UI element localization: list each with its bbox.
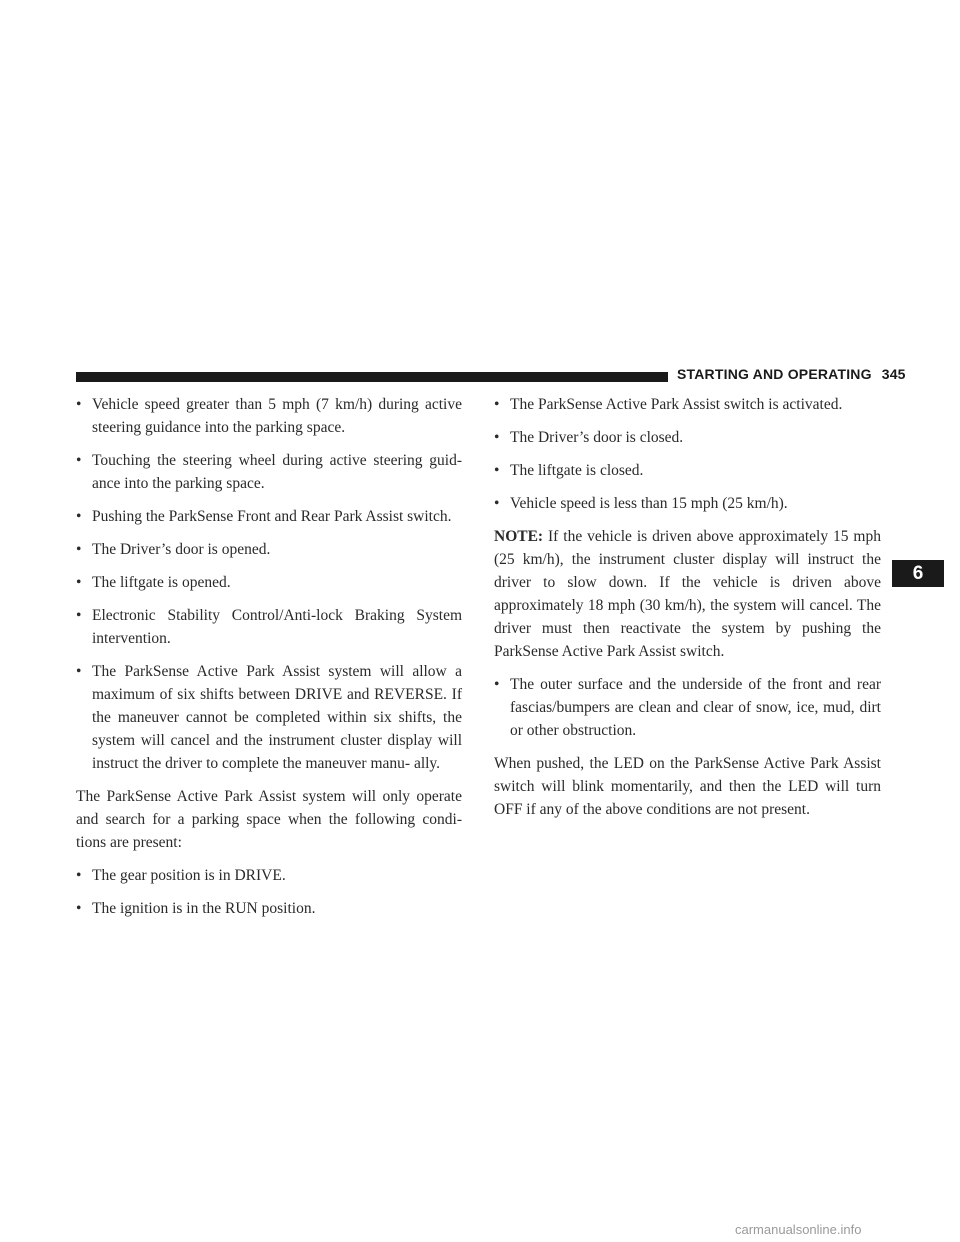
note-text: If the vehicle is driven above approximately 15 mph (25 km/h), the instrument cluster display will instruct the driver to slow down. If the vehicle is driven above approximately 18 mph (30 km/h), the system will cancel. The driver must then reactivate the system by pushing the ParkSense Active Park Assist switch. (494, 528, 881, 660)
bullet-icon: • (76, 900, 82, 917)
list-item: • The Driver’s door is closed. (494, 426, 881, 449)
bullet-icon: • (494, 676, 500, 693)
list-item: • The ParkSense Active Park Assist switch is activated. (494, 393, 881, 416)
bullet-icon: • (76, 867, 82, 884)
bullet-icon: • (76, 396, 82, 413)
list-item: • The ignition is in the RUN position. (76, 897, 462, 920)
list-item: • Vehicle speed is less than 15 mph (25 km/h). (494, 492, 881, 515)
bullet-icon: • (76, 607, 82, 624)
list-item: • Vehicle speed greater than 5 mph (7 km/h) during active steering guidance into the parking space. (76, 393, 462, 439)
bullet-icon: • (76, 541, 82, 558)
list-item: • The gear position is in DRIVE. (76, 864, 462, 887)
list-item: • The outer surface and the underside of the front and rear fascias/bumpers are clean and clear of snow, ice, mud, dirt or other obstruction. (494, 673, 881, 742)
section-title: STARTING AND OPERATING (677, 366, 872, 382)
running-header (677, 366, 906, 382)
closing-paragraph: When pushed, the LED on the ParkSense Active Park Assist switch will blink momentarily, and then the LED will turn OFF if any of the above conditions are not present. (494, 755, 881, 818)
bullet-icon: • (76, 663, 82, 680)
list-item: • The liftgate is closed. (494, 459, 881, 482)
list-item: • Pushing the ParkSense Front and Rear Park Assist switch. (76, 505, 462, 528)
bullet-icon: • (76, 574, 82, 591)
required-conditions-list-continued (494, 393, 881, 515)
conditions-intro-paragraph: The ParkSense Active Park Assist system will only operate and search for a parking space when the following condi- tions are present: (76, 788, 462, 851)
required-conditions-list (76, 864, 462, 920)
bullet-icon: • (494, 495, 500, 512)
list-item: • The ParkSense Active Park Assist system will allow a maximum of six shifts between DRIVE and REVERSE. If the maneuver cannot be completed within six shifts, the system will cancel and the instrument cluster display will instruct the driver to complete the maneuver manu- ally. (76, 660, 462, 775)
watermark: carmanualsonline.info (735, 1222, 862, 1237)
bullet-icon: • (76, 452, 82, 469)
right-column (494, 393, 881, 831)
bullet-icon: • (494, 396, 500, 413)
cancel-conditions-list (76, 393, 462, 775)
bullet-icon: • (494, 462, 500, 479)
left-column (76, 393, 462, 930)
list-item: • Touching the steering wheel during active steering guid- ance into the parking space. (76, 449, 462, 495)
bullet-icon: • (494, 429, 500, 446)
note-paragraph (494, 525, 881, 663)
bullet-icon: • (76, 508, 82, 525)
page-number: 345 (881, 366, 906, 382)
list-item: • The Driver’s door is opened. (76, 538, 462, 561)
sensor-condition-list (494, 673, 881, 742)
header-rule (76, 372, 668, 382)
list-item: • The liftgate is opened. (76, 571, 462, 594)
note-label: NOTE: (494, 528, 544, 545)
chapter-tab: 6 (892, 560, 944, 587)
list-item: • Electronic Stability Control/Anti-lock Braking System intervention. (76, 604, 462, 650)
